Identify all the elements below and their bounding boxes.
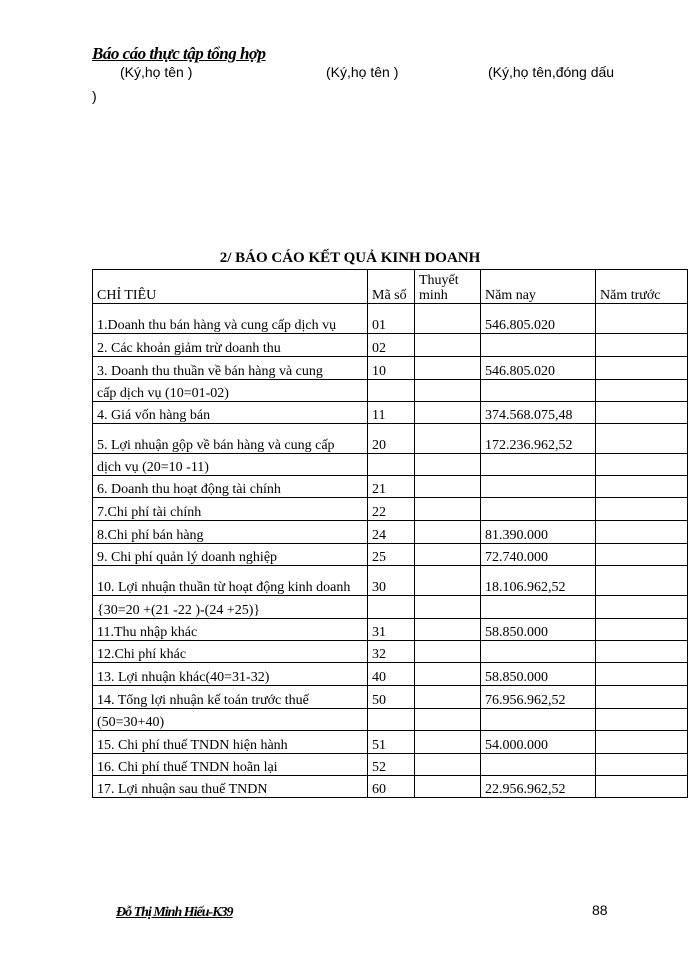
table-row [93,709,688,731]
row-note-cell [415,521,481,544]
table-row [93,334,688,357]
row-prior-year-cell [596,424,688,454]
section-title: 2/ BÁO CÁO KẾT QUẢ KINH DOANH [219,250,481,266]
row-note-cell [415,402,481,424]
row-code-cell: 30 [368,566,415,596]
row-item-cell: 15. Chi phí thuế TNDN hiện hành [93,731,368,754]
row-current-year-cell: 72.740.000 [481,544,596,566]
row-item-cell: 2. Các khoản giảm trừ doanh thu [93,334,368,357]
table-row [93,641,688,663]
header-cell-note: Thuyết minh [415,270,481,304]
row-current-year-cell [481,498,596,521]
row-item-cell: 7.Chi phí tài chính [93,498,368,521]
row-item-cell: 1.Doanh thu bán hàng và cung cấp dịch vụ [93,304,368,334]
header-cell-code: Mã số [368,270,415,304]
row-current-year-cell [481,334,596,357]
row-prior-year-cell [596,476,688,498]
row-code-cell: 52 [368,754,415,776]
footer-signature: Đỗ Thị Minh Hiếu-K39 [116,905,233,920]
table-row [93,476,688,498]
row-item-cell: 9. Chi phí quản lý doanh nghiệp [93,544,368,566]
header-cell-prior-year: Năm trước [596,270,688,304]
table-row [93,776,688,798]
row-code-cell: 25 [368,544,415,566]
row-note-cell [415,663,481,686]
row-item-cell: 11.Thu nhập khác [93,619,368,641]
table-row [93,544,688,566]
row-note-cell [415,686,481,709]
row-code-cell: 40 [368,663,415,686]
row-prior-year-cell [596,334,688,357]
table-row [93,521,688,544]
table-row [93,498,688,521]
row-note-cell [415,304,481,334]
row-current-year-cell [481,596,596,619]
row-code-cell: 11 [368,402,415,424]
row-item-cell: 8.Chi phí bán hàng [93,521,368,544]
table-body [93,304,688,798]
row-current-year-cell [481,641,596,663]
row-item-cell: 14. Tổng lợi nhuận kế toán trước thuế [93,686,368,709]
row-item-cell: 12.Chi phí khác [93,641,368,663]
row-note-cell [415,454,481,476]
row-current-year-cell: 22.956.962,52 [481,776,596,798]
table-row [93,566,688,596]
signature-label-1: (Ký,họ tên ) [120,64,193,80]
row-code-cell: 60 [368,776,415,798]
row-note-cell [415,709,481,731]
row-prior-year-cell [596,754,688,776]
row-prior-year-cell [596,566,688,596]
row-prior-year-cell [596,304,688,334]
row-prior-year-cell [596,619,688,641]
table-row [93,380,688,402]
row-prior-year-cell [596,402,688,424]
row-note-cell [415,424,481,454]
row-prior-year-cell [596,357,688,380]
row-note-cell [415,380,481,402]
row-code-cell: 22 [368,498,415,521]
row-note-cell [415,476,481,498]
table-row [93,686,688,709]
table-row [93,663,688,686]
row-note-cell [415,357,481,380]
table-row [93,596,688,619]
row-current-year-cell [481,454,596,476]
row-item-cell: 10. Lợi nhuận thuần từ hoạt động kinh doanh [93,566,368,596]
row-current-year-cell: 18.106.962,52 [481,566,596,596]
row-code-cell: 31 [368,619,415,641]
row-current-year-cell: 76.956.962,52 [481,686,596,709]
row-prior-year-cell [596,686,688,709]
table-row [93,731,688,754]
row-prior-year-cell [596,498,688,521]
row-prior-year-cell [596,454,688,476]
row-note-cell [415,544,481,566]
row-code-cell: 50 [368,686,415,709]
row-item-cell: 6. Doanh thu hoạt động tài chính [93,476,368,498]
row-current-year-cell: 58.850.000 [481,663,596,686]
row-note-cell [415,566,481,596]
row-note-cell [415,641,481,663]
signature-label-2: (Ký,họ tên ) [326,64,399,80]
table-row [93,402,688,424]
table-row [93,619,688,641]
table-row [93,454,688,476]
row-item-cell: 5. Lợi nhuận gộp về bán hàng và cung cấp [93,424,368,454]
row-code-cell [368,709,415,731]
row-note-cell [415,498,481,521]
row-note-cell [415,596,481,619]
row-current-year-cell [481,709,596,731]
row-code-cell [368,596,415,619]
row-code-cell: 20 [368,424,415,454]
row-current-year-cell: 546.805.020 [481,357,596,380]
row-current-year-cell [481,380,596,402]
row-item-cell: 4. Giá vốn hàng bán [93,402,368,424]
row-item-cell: {30=20 +(21 -22 )-(24 +25)} [93,596,368,619]
row-code-cell: 02 [368,334,415,357]
page-number: 88 [592,902,608,918]
row-current-year-cell: 58.850.000 [481,619,596,641]
row-prior-year-cell [596,380,688,402]
row-prior-year-cell [596,663,688,686]
row-current-year-cell [481,754,596,776]
row-prior-year-cell [596,731,688,754]
table-row [93,357,688,380]
row-note-cell [415,334,481,357]
row-code-cell: 32 [368,641,415,663]
row-code-cell: 10 [368,357,415,380]
row-item-cell: 17. Lợi nhuận sau thuế TNDN [93,776,368,798]
row-prior-year-cell [596,776,688,798]
row-item-cell: dịch vụ (20=10 -11) [93,454,368,476]
row-code-cell: 24 [368,521,415,544]
table-row [93,424,688,454]
row-code-cell [368,454,415,476]
row-current-year-cell: 374.568.075,48 [481,402,596,424]
row-prior-year-cell [596,709,688,731]
row-note-cell [415,776,481,798]
table-row [93,304,688,334]
table-row [93,754,688,776]
row-item-cell: 16. Chi phí thuế TNDN hoãn lại [93,754,368,776]
row-prior-year-cell [596,596,688,619]
row-prior-year-cell [596,641,688,663]
row-item-cell: 13. Lợi nhuận khác(40=31-32) [93,663,368,686]
row-note-cell [415,754,481,776]
header-cell-current-year: Năm nay [481,270,596,304]
signature-label-3-close: ) [92,88,97,104]
income-statement-table [92,269,688,798]
row-item-cell: 3. Doanh thu thuần về bán hàng và cung [93,357,368,380]
document-running-title: Báo cáo thực tập tổng hợp [92,44,266,63]
row-item-cell: cấp dịch vụ (10=01-02) [93,380,368,402]
header-cell-item: CHỈ TIÊU [93,270,368,304]
table-header-row [93,270,688,304]
row-item-cell: (50=30+40) [93,709,368,731]
row-current-year-cell: 81.390.000 [481,521,596,544]
row-note-cell [415,619,481,641]
signature-label-3: (Ký,họ tên,đóng dấu [488,64,615,80]
row-current-year-cell: 546.805.020 [481,304,596,334]
row-code-cell: 01 [368,304,415,334]
row-code-cell [368,380,415,402]
row-current-year-cell: 172.236.962,52 [481,424,596,454]
row-prior-year-cell [596,521,688,544]
row-current-year-cell [481,476,596,498]
row-code-cell: 21 [368,476,415,498]
row-code-cell: 51 [368,731,415,754]
row-note-cell [415,731,481,754]
row-prior-year-cell [596,544,688,566]
row-current-year-cell: 54.000.000 [481,731,596,754]
